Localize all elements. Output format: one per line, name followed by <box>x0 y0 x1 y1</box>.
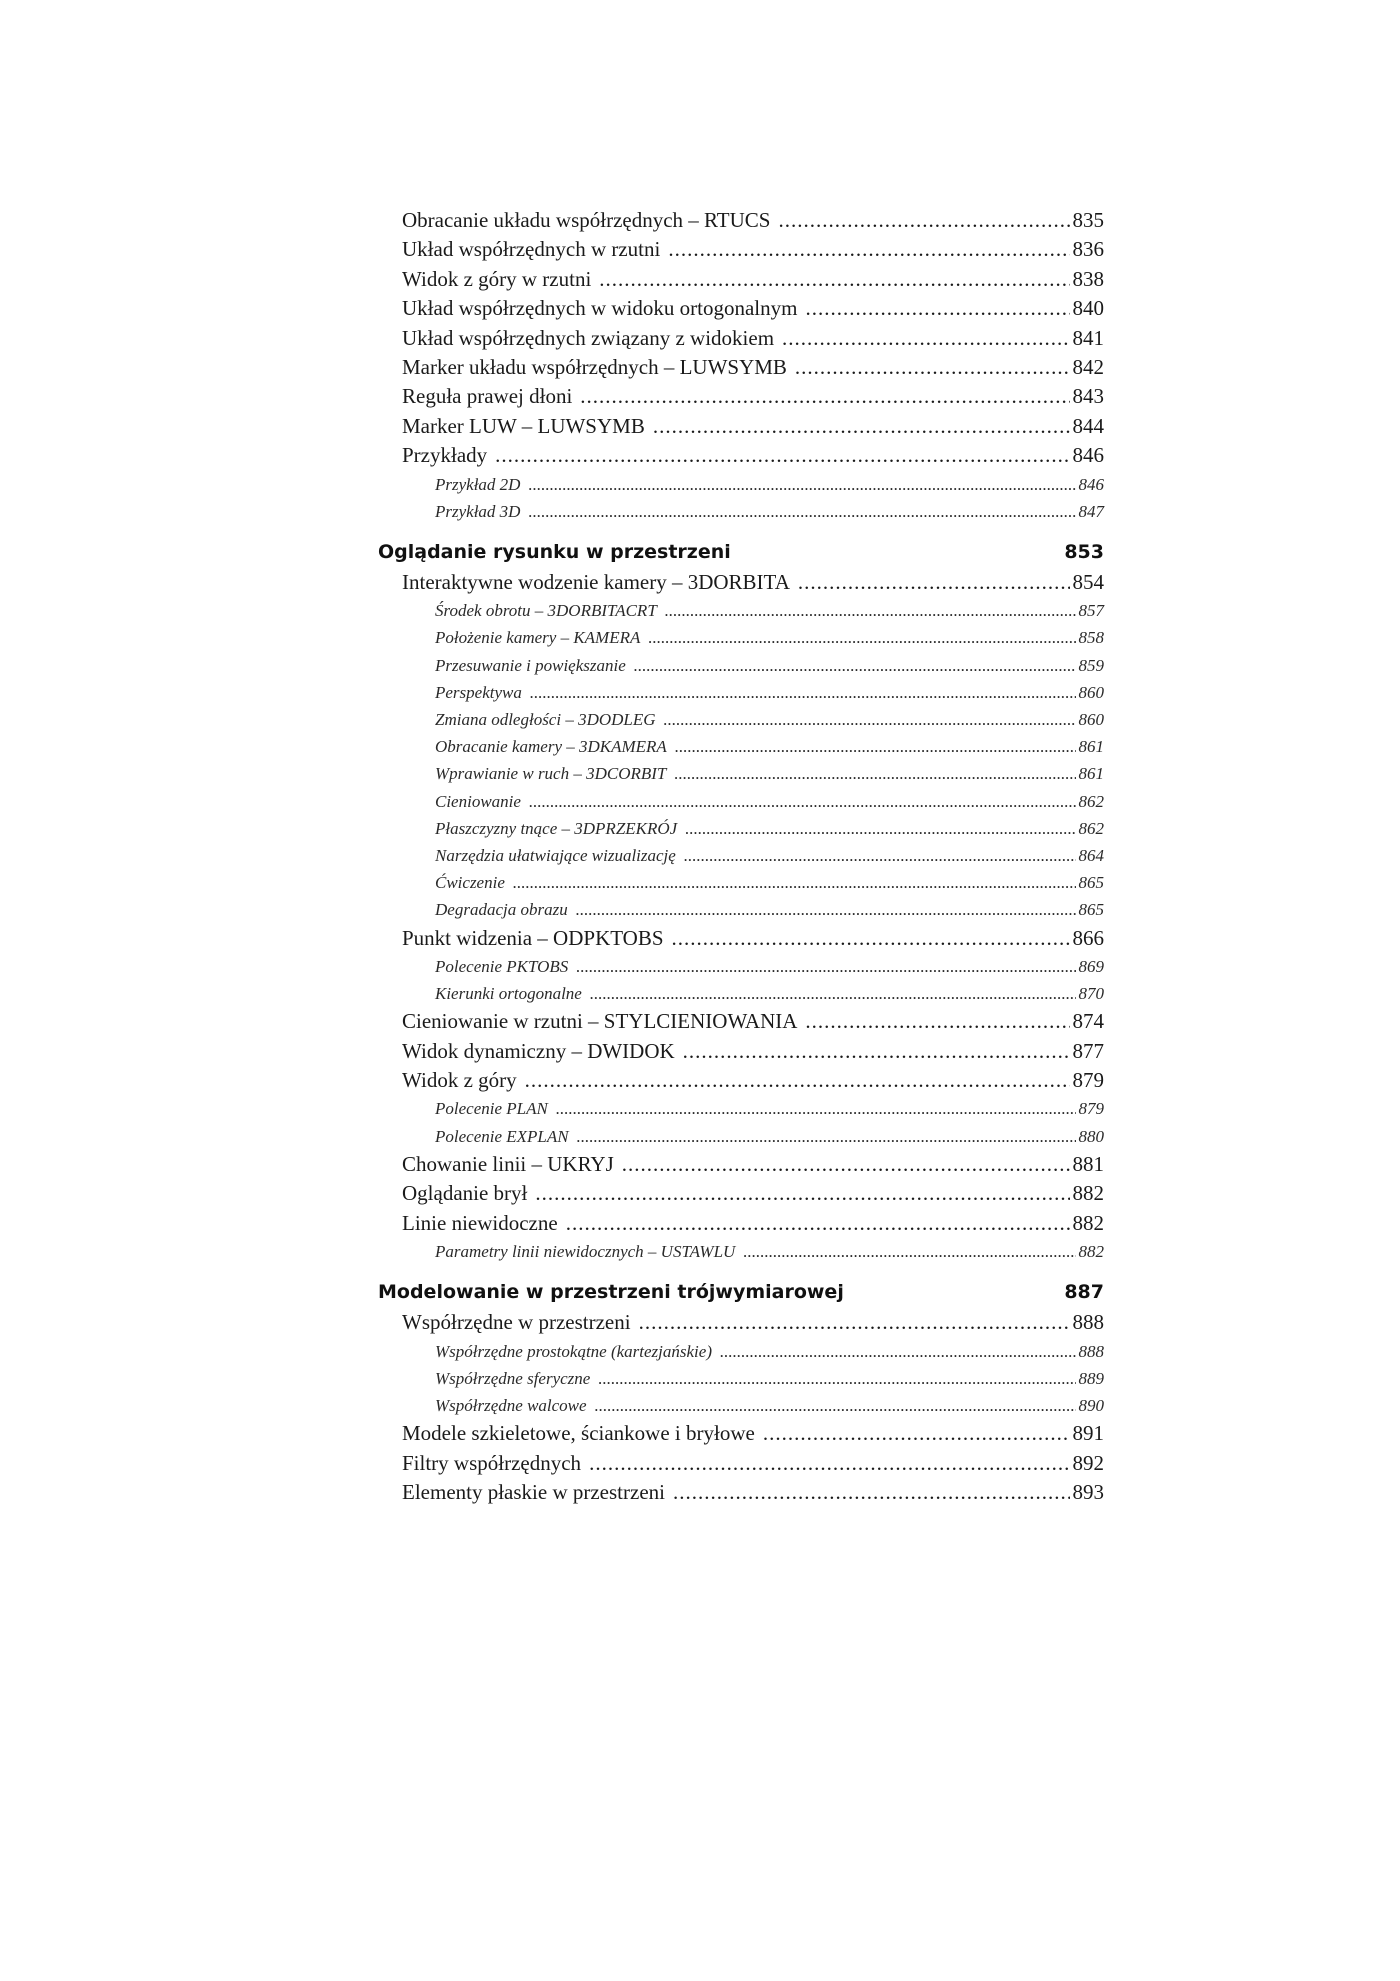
dot-leader <box>675 733 1076 760</box>
toc-entry-page: 840 <box>1072 296 1104 321</box>
toc-entry-title: Obracanie układu współrzędnych – RTUCS <box>402 208 771 232</box>
toc-entry-title: Środek obrotu – 3DORBITACRT <box>435 601 657 621</box>
toc-entry[interactable] <box>378 869 1104 896</box>
toc-entry-title: Oglądanie brył <box>402 1181 528 1206</box>
toc-entry-page: 866 <box>1072 925 1104 950</box>
toc-entry-page: 857 <box>1078 601 1104 621</box>
toc-entry-page: 862 <box>1078 791 1104 811</box>
toc-entry-title: Płaszczyzny tnące – 3DPRZEKRÓJ <box>435 818 678 838</box>
dot-leader <box>763 1419 1070 1448</box>
toc-chapter-heading[interactable] <box>378 1277 1104 1308</box>
dot-leader <box>599 265 1069 294</box>
toc-entry[interactable] <box>378 842 1104 869</box>
dot-leader <box>743 1238 1075 1265</box>
dot-leader <box>674 760 1075 787</box>
toc-entry-page: 879 <box>1072 1068 1104 1093</box>
toc-entry-title: Elementy płaskie w przestrzeni <box>402 1479 665 1504</box>
toc-entry-title: Przesuwanie i powiększanie <box>435 655 626 675</box>
toc-entry-page: 841 <box>1072 325 1104 350</box>
toc-entry-page: 882 <box>1078 1242 1104 1262</box>
toc-entry-page: 859 <box>1078 655 1104 675</box>
toc-entry-title: Filtry współrzędnych <box>402 1450 582 1475</box>
toc-entry-title: Współrzędne sferyczne <box>435 1368 591 1388</box>
toc-entry[interactable] <box>378 624 1104 651</box>
toc-entry[interactable] <box>378 441 1104 470</box>
toc-entry-page: 838 <box>1072 266 1104 291</box>
toc-entry[interactable] <box>378 597 1104 624</box>
dot-leader <box>653 412 1070 441</box>
chapter-page: 853 <box>1064 540 1104 563</box>
table-of-contents <box>378 206 1104 1507</box>
toc-entry-title: Przykład 3D <box>435 501 521 521</box>
dot-leader <box>683 1037 1070 1066</box>
toc-entry-page: 858 <box>1078 628 1104 648</box>
dot-leader <box>598 1365 1075 1392</box>
toc-entry[interactable] <box>378 980 1104 1007</box>
toc-entry-title: Marker układu współrzędnych – LUWSYMB <box>402 354 787 379</box>
toc-entry-title: Modele szkieletowe, ściankowe i bryłowe <box>402 1421 755 1446</box>
toc-entry-title: Chowanie linii – UKRYJ <box>402 1151 614 1176</box>
dot-leader <box>590 980 1076 1007</box>
toc-entry[interactable] <box>378 1066 1104 1095</box>
dot-leader <box>805 294 1069 323</box>
toc-entry-title: Cieniowanie w rzutni – STYLCIENIOWANIA <box>402 1009 798 1034</box>
toc-entry-page: 892 <box>1072 1450 1104 1475</box>
toc-entry-page: 860 <box>1078 682 1104 702</box>
toc-entry-page: 854 <box>1072 569 1104 594</box>
toc-entry[interactable] <box>378 353 1104 382</box>
toc-entry[interactable] <box>378 1419 1104 1448</box>
dot-leader <box>798 568 1070 597</box>
dot-leader <box>720 1338 1076 1365</box>
dot-leader <box>528 471 1075 498</box>
toc-entry[interactable] <box>378 498 1104 525</box>
toc-entry[interactable] <box>378 924 1104 953</box>
toc-entry-title: Degradacja obrazu <box>435 900 568 920</box>
toc-entry-title: Reguła prawej dłoni <box>402 384 573 409</box>
toc-entry-page: 882 <box>1072 1210 1104 1235</box>
chapter-title: Oglądanie rysunku w przestrzeni <box>378 540 731 563</box>
toc-entry-title: Marker LUW – LUWSYMB <box>402 413 645 438</box>
toc-entry[interactable] <box>378 1095 1104 1122</box>
toc-entry-page: 846 <box>1072 443 1104 468</box>
toc-entry[interactable] <box>378 206 1104 235</box>
dot-leader <box>525 1066 1070 1095</box>
toc-entry[interactable] <box>378 568 1104 597</box>
toc-entry-page: 860 <box>1078 710 1104 730</box>
toc-entry-title: Narzędzia ułatwiające wizualizację <box>435 845 676 865</box>
toc-entry-title: Przykład 2D <box>435 474 521 494</box>
toc-entry[interactable] <box>378 1238 1104 1265</box>
toc-entry[interactable] <box>378 471 1104 498</box>
toc-entry-title: Polecenie PKTOBS <box>435 956 569 976</box>
toc-entry-title: Widok z góry w rzutni <box>402 266 592 291</box>
dot-leader <box>639 1308 1070 1337</box>
toc-entry[interactable] <box>378 815 1104 842</box>
toc-entry[interactable] <box>378 1150 1104 1179</box>
toc-entry-title: Układ współrzędnych związany z widokiem <box>402 325 775 350</box>
toc-entry[interactable] <box>378 1338 1104 1365</box>
toc-entry-title: Współrzędne w przestrzeni <box>402 1310 631 1335</box>
toc-entry[interactable] <box>378 1478 1104 1507</box>
toc-entry-page: 847 <box>1078 501 1104 521</box>
dot-leader <box>684 842 1076 869</box>
toc-entry[interactable] <box>378 953 1104 980</box>
dot-leader <box>673 1478 1070 1507</box>
toc-entry-page: 843 <box>1072 384 1104 409</box>
dot-leader <box>556 1095 1076 1122</box>
toc-entry-page: 879 <box>1078 1099 1104 1119</box>
toc-entry[interactable] <box>378 294 1104 323</box>
toc-entry[interactable] <box>378 652 1104 679</box>
toc-entry[interactable] <box>378 1449 1104 1478</box>
dot-leader <box>580 382 1069 411</box>
toc-entry-page: 877 <box>1072 1038 1104 1063</box>
toc-entry-page: 846 <box>1078 474 1104 494</box>
toc-entry-page: 842 <box>1072 354 1104 379</box>
dot-leader <box>577 1123 1076 1150</box>
toc-entry[interactable] <box>378 1308 1104 1337</box>
toc-entry-title: Zmiana odległości – 3DODLEG <box>435 710 656 730</box>
dot-leader <box>622 1150 1070 1179</box>
dot-leader <box>530 679 1076 706</box>
dot-leader <box>672 924 1070 953</box>
dot-leader <box>528 498 1075 525</box>
dot-leader <box>778 206 1069 235</box>
dot-leader <box>805 1007 1069 1036</box>
dot-leader <box>648 624 1075 651</box>
dot-leader <box>566 1209 1070 1238</box>
toc-entry-page: 861 <box>1078 737 1104 757</box>
dot-leader <box>634 652 1076 679</box>
toc-entry[interactable] <box>378 1037 1104 1066</box>
toc-entry-page: 888 <box>1072 1310 1104 1335</box>
chapter-page: 887 <box>1064 1281 1104 1304</box>
toc-entry-title: Cieniowanie <box>435 791 521 811</box>
toc-entry-page: 880 <box>1078 1126 1104 1146</box>
toc-entry-page: 861 <box>1078 764 1104 784</box>
toc-entry-title: Kierunki ortogonalne <box>435 984 582 1004</box>
toc-entry-page: 888 <box>1078 1341 1104 1361</box>
toc-entry-page: 844 <box>1072 413 1104 438</box>
dot-leader <box>685 815 1075 842</box>
toc-entry-title: Linie niewidoczne <box>402 1210 558 1235</box>
toc-entry[interactable] <box>378 1179 1104 1208</box>
dot-leader <box>664 706 1076 733</box>
toc-chapter-heading[interactable] <box>378 537 1104 568</box>
toc-entry-title: Polecenie PLAN <box>435 1099 548 1119</box>
toc-entry[interactable] <box>378 788 1104 815</box>
toc-entry-page: 864 <box>1078 845 1104 865</box>
toc-entry-title: Układ współrzędnych w widoku ortogonalnym <box>402 296 798 321</box>
toc-entry-page: 865 <box>1078 873 1104 893</box>
toc-entry-title: Wprawianie w ruch – 3DCORBIT <box>435 764 667 784</box>
toc-entry[interactable] <box>378 896 1104 923</box>
toc-entry-page: 836 <box>1072 237 1104 262</box>
toc-entry[interactable] <box>378 760 1104 787</box>
dot-leader <box>495 441 1069 470</box>
dot-leader <box>595 1392 1076 1419</box>
dot-leader <box>529 788 1076 815</box>
toc-entry-page: 893 <box>1072 1479 1104 1504</box>
toc-entry-title: Ćwiczenie <box>435 873 505 893</box>
toc-entry-page: 870 <box>1078 984 1104 1004</box>
toc-entry[interactable] <box>378 1209 1104 1238</box>
toc-entry-page: 835 <box>1072 208 1104 232</box>
toc-entry-title: Współrzędne prostokątne (kartezjańskie) <box>435 1341 712 1361</box>
toc-entry-title: Polecenie EXPLAN <box>435 1126 569 1146</box>
dot-leader <box>576 953 1075 980</box>
toc-entry-page: 882 <box>1072 1181 1104 1206</box>
toc-entry-page: 869 <box>1078 956 1104 976</box>
toc-entry-page: 881 <box>1072 1151 1104 1176</box>
toc-entry-page: 889 <box>1078 1368 1104 1388</box>
toc-entry-page: 890 <box>1078 1395 1104 1415</box>
toc-entry[interactable] <box>378 1123 1104 1150</box>
toc-entry[interactable] <box>378 679 1104 706</box>
toc-entry[interactable] <box>378 382 1104 411</box>
toc-entry-title: Punkt widzenia – ODPKTOBS <box>402 925 664 950</box>
toc-entry-title: Parametry linii niewidocznych – USTAWLU <box>435 1242 736 1262</box>
dot-leader <box>576 896 1076 923</box>
toc-entry-title: Obracanie kamery – 3DKAMERA <box>435 737 667 757</box>
toc-entry-page: 865 <box>1078 900 1104 920</box>
toc-entry-page: 891 <box>1072 1421 1104 1446</box>
toc-entry[interactable] <box>378 706 1104 733</box>
toc-entry[interactable] <box>378 1365 1104 1392</box>
toc-entry[interactable] <box>378 1392 1104 1419</box>
toc-entry[interactable] <box>378 324 1104 353</box>
toc-entry-title: Perspektywa <box>435 682 522 702</box>
toc-entry[interactable] <box>378 235 1104 264</box>
dot-leader <box>795 353 1070 382</box>
dot-leader <box>513 869 1076 896</box>
dot-leader <box>665 597 1076 624</box>
dot-leader <box>668 235 1069 264</box>
toc-entry-title: Współrzędne walcowe <box>435 1395 587 1415</box>
toc-entry[interactable] <box>378 733 1104 760</box>
toc-entry-title: Widok dynamiczny – DWIDOK <box>402 1038 675 1063</box>
chapter-title: Modelowanie w przestrzeni trójwymiarowej <box>378 1281 844 1304</box>
toc-entry[interactable] <box>378 265 1104 294</box>
dot-leader <box>782 324 1069 353</box>
toc-entry[interactable] <box>378 1007 1104 1036</box>
toc-entry-title: Położenie kamery – KAMERA <box>435 628 641 648</box>
toc-entry-page: 862 <box>1078 818 1104 838</box>
dot-leader <box>535 1179 1069 1208</box>
toc-entry-page: 874 <box>1072 1009 1104 1034</box>
dot-leader <box>589 1449 1069 1478</box>
toc-entry-title: Układ współrzędnych w rzutni <box>402 237 661 262</box>
toc-entry-title: Widok z góry <box>402 1068 517 1093</box>
toc-entry[interactable] <box>378 412 1104 441</box>
toc-entry-title: Interaktywne wodzenie kamery – 3DORBITA <box>402 569 790 594</box>
toc-entry-title: Przykłady <box>402 443 488 468</box>
